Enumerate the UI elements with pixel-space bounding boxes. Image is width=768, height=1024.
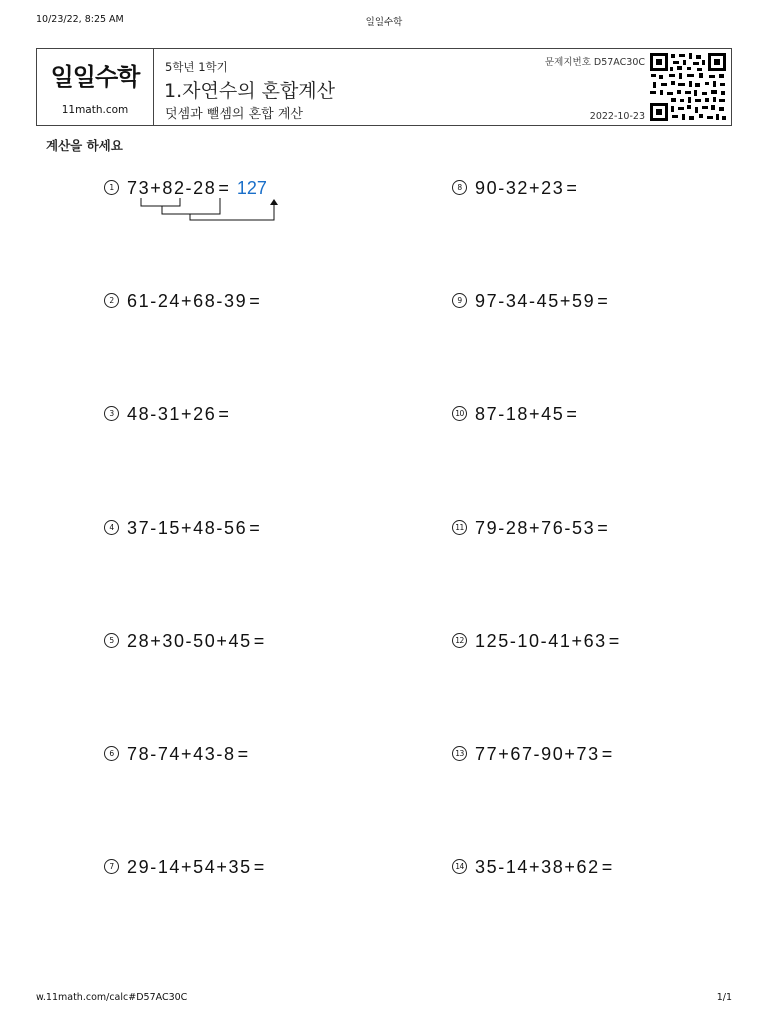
- problem-12: [452, 629, 619, 653]
- equals-sign: =: [218, 404, 229, 424]
- equals-sign: =: [566, 178, 577, 198]
- problem-6: [104, 742, 248, 766]
- footer-url: w.11math.com/calc#D57AC30C: [36, 992, 188, 1003]
- problem-expression: 79-28+76-53: [475, 518, 596, 538]
- problem-number: 2: [104, 293, 119, 308]
- grade-label: 5학년 1학기: [165, 60, 228, 74]
- problem-number: 12: [452, 633, 467, 648]
- problem-number: 4: [104, 520, 119, 535]
- problem-number: 11: [452, 520, 467, 535]
- equals-sign: =: [601, 857, 613, 877]
- problem-expression: 77+67-90+73: [475, 744, 600, 764]
- problem-number: 1: [104, 180, 119, 195]
- problem-number: 7: [104, 859, 119, 874]
- problem-set-id: 문제지번호 D57AC30C: [545, 57, 645, 68]
- qr-code-icon: [649, 52, 727, 122]
- problem-expression: 87-18+45: [475, 404, 565, 424]
- logo: 일일수학: [50, 63, 140, 91]
- equals-sign: =: [249, 518, 260, 538]
- problem-number: 5: [104, 633, 119, 648]
- print-footer: [36, 992, 732, 1006]
- problem-expression: 61-24+68-39: [127, 291, 248, 311]
- problem-4: [104, 516, 260, 540]
- problem-expression: 35-14+38+62: [475, 857, 600, 877]
- equals-sign: =: [218, 178, 229, 198]
- print-header: [36, 14, 732, 30]
- equals-sign: =: [601, 744, 613, 764]
- problem-11: [452, 516, 608, 540]
- worksheet-info: [154, 49, 731, 125]
- problem-14: [452, 855, 612, 879]
- problem-expression: 37-15+48-56: [127, 518, 248, 538]
- problem-number: 13: [452, 746, 467, 761]
- issue-date: 2022-10-23: [589, 111, 645, 122]
- equals-sign: =: [253, 857, 265, 877]
- problem-5: [104, 629, 264, 653]
- instruction-text: 계산을 하세요: [46, 138, 123, 153]
- equals-sign: =: [597, 291, 608, 311]
- problem-expression: 29-14+54+35: [127, 857, 252, 877]
- equals-sign: =: [249, 291, 260, 311]
- problem-8: [452, 176, 577, 200]
- problem-expression: 73+82-28: [127, 178, 217, 198]
- logo-url: 11math.com: [61, 104, 129, 116]
- problem-number: 14: [452, 859, 467, 874]
- problem-expression: 48-31+26: [127, 404, 217, 424]
- problem-2: [104, 289, 260, 313]
- problem-number: 8: [452, 180, 467, 195]
- problem-number: 10: [452, 406, 467, 421]
- problem-number: 6: [104, 746, 119, 761]
- problem-13: [452, 742, 612, 766]
- problem-7: [104, 855, 264, 879]
- print-title: 일일수학: [365, 17, 403, 28]
- logo-block: [37, 49, 154, 125]
- page-number: 1/1: [716, 992, 732, 1003]
- problem-number: 9: [452, 293, 467, 308]
- problem-expression: 125-10-41+63: [475, 631, 607, 651]
- example-answer: 127: [236, 178, 267, 198]
- equals-sign: =: [253, 631, 265, 651]
- equals-sign: =: [566, 404, 577, 424]
- equals-sign: =: [237, 744, 249, 764]
- equals-sign: =: [597, 518, 608, 538]
- unit-title: 1.자연수의 혼합계산: [164, 80, 335, 102]
- problem-9: [452, 289, 608, 313]
- calculation-order-arrows: [140, 196, 290, 222]
- problem-number: 3: [104, 406, 119, 421]
- problem-3: [104, 402, 229, 426]
- worksheet-header: [36, 48, 732, 126]
- problem-expression: 28+30-50+45: [127, 631, 252, 651]
- print-datetime: 10/23/22, 8:25 AM: [36, 14, 124, 25]
- problem-expression: 90-32+23: [475, 178, 565, 198]
- worksheet-subtitle: 덧셈과 뺄셈의 혼합 계산: [165, 107, 303, 122]
- problem-expression: 78-74+43-8: [127, 744, 236, 764]
- problem-expression: 97-34-45+59: [475, 291, 596, 311]
- problem-10: [452, 402, 577, 426]
- equals-sign: =: [608, 631, 620, 651]
